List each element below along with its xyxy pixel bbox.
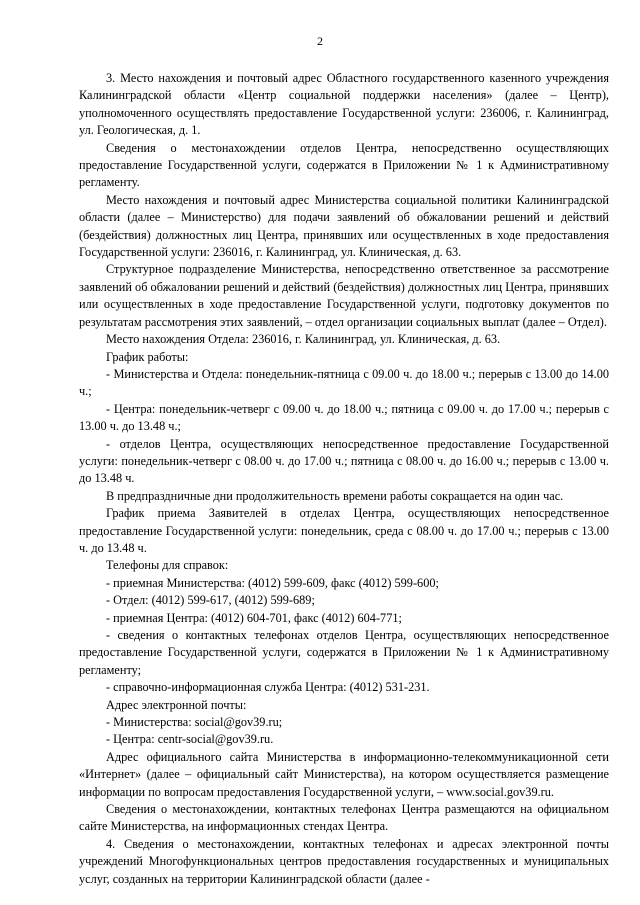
paragraph-schedule-heading: График работы: [106, 349, 189, 364]
page-number: 2 [317, 34, 323, 48]
paragraph-email-center: - Центра: centr-social@gov39.ru. [106, 732, 274, 747]
paragraph-mfc-info: 4. Сведения о местонахождении, контактных телефонах и адресах электронной почты учреждений Многофункциональных центров предоставления государственных и муниципальных услуг, созданных на территории Калининградской области (далее - [79, 836, 609, 886]
paragraph-schedule-center: - Центра: понедельник-четверг с 09.00 ч. до 18.00 ч.; пятница с 09.00 ч. до 17.00 ч.; перерыв с 13.00 ч. до 13.48 ч.; [79, 401, 609, 434]
paragraph-schedule-center-departments: - отделов Центра, осуществляющих непосредственное предоставление Государственной услуги: понедельник-четверг с 08.00 ч. до 17.00 ч.; пятница с 08.00 ч. до 16.00 ч.; перерыв с 13.00 ч. до 13.48 ч. [79, 436, 609, 486]
paragraph-website: Адрес официального сайта Министерства в информационно-телекоммуникационной сети «Интернет» (далее – официальный сайт Министерства), на котором осуществляется размещение информации по вопросам предоставления Государственной услуги, – www.social.gov39.ru. [79, 749, 609, 799]
paragraph-holiday-note: В предпраздничные дни продолжительность времени работы сокращается на один час. [106, 488, 564, 503]
paragraph-email-heading: Адрес электронной почты: [106, 697, 247, 712]
paragraph-phone-department: - Отдел: (4012) 599-617, (4012) 599-689; [106, 593, 315, 608]
paragraph-email-ministry: - Министерства: social@gov39.ru; [106, 715, 283, 730]
paragraph-phone-ministry: - приемная Министерства: (4012) 599-609, факс (4012) 599-600; [106, 575, 439, 590]
paragraph-ministry-address: Место нахождения и почтовый адрес Министерства социальной политики Калининградской области (далее – Министерство) для подачи заявлений об обжаловании решений и действий (бездействия) должностных лиц Центра, принявших или осуществленных в ходе предоставления Государственной услуги: 236016, г. Калининград, ул. Клиническая, д. 63. [79, 192, 609, 260]
paragraph-phone-helpdesk: - справочно-информационная служба Центра: (4012) 531-231. [106, 680, 430, 695]
paragraph-schedule-ministry: - Министерства и Отдела: понедельник-пятница с 09.00 ч. до 18.00 ч.; перерыв с 13.00 до 14.00 ч.; [79, 366, 609, 399]
paragraph-reception-schedule: График приема Заявителей в отделах Центра, осуществляющих непосредственное предоставление Государственной услуги: понедельник, среда с 08.00 ч. до 17.00 ч.; перерыв с 13.00 ч. до 13.48 ч. [79, 506, 609, 555]
paragraph-phones-heading: Телефоны для справок: [106, 558, 229, 573]
paragraph-phone-center-departments: - сведения о контактных телефонах отделов Центра, осуществляющих непосредственное предоставление Государственной услуги, содержатся в Приложении № 1 к Административному регламенту; [79, 628, 609, 677]
document-body [79, 70, 609, 888]
paragraph-website-info: Сведения о местонахождении, контактных телефонах Центра размещаются на официальном сайте Министерства, на информационных стендах Центра. [79, 802, 609, 834]
paragraph-center-address: 3. Место нахождения и почтовый адрес Областного государственного казенного учреждения Калининградской области «Центр социальной поддержки населения» (далее – Центр), уполномоченного осуществлять предоставление Государственной услуги: 236006, г. Калининград, ул. Геологическая, д. 1. [79, 71, 609, 138]
paragraph-departments-info: Сведения о местонахождении отделов Центра, непосредственно осуществляющих предоставление Государственной услуги, содержатся в Приложении № 1 к Административному регламенту. [79, 140, 609, 190]
paragraph-department-location: Место нахождения Отдела: 236016, г. Калининград, ул. Клиническая, д. 63. [106, 332, 501, 347]
paragraph-phone-center: - приемная Центра: (4012) 604-701, факс (4012) 604-771; [106, 610, 402, 625]
paragraph-responsible-unit: Структурное подразделение Министерства, непосредственно ответственное за рассмотрение заявлений об обжаловании решений и действий (бездействия) должностных лиц Центра, принявших или осуществленных в ходе предоставление Государственной услуги, подготовку документов по результатам рассмотрения этих заявлений, – отдел организации социальных выплат (далее – Отдел). [79, 262, 609, 329]
